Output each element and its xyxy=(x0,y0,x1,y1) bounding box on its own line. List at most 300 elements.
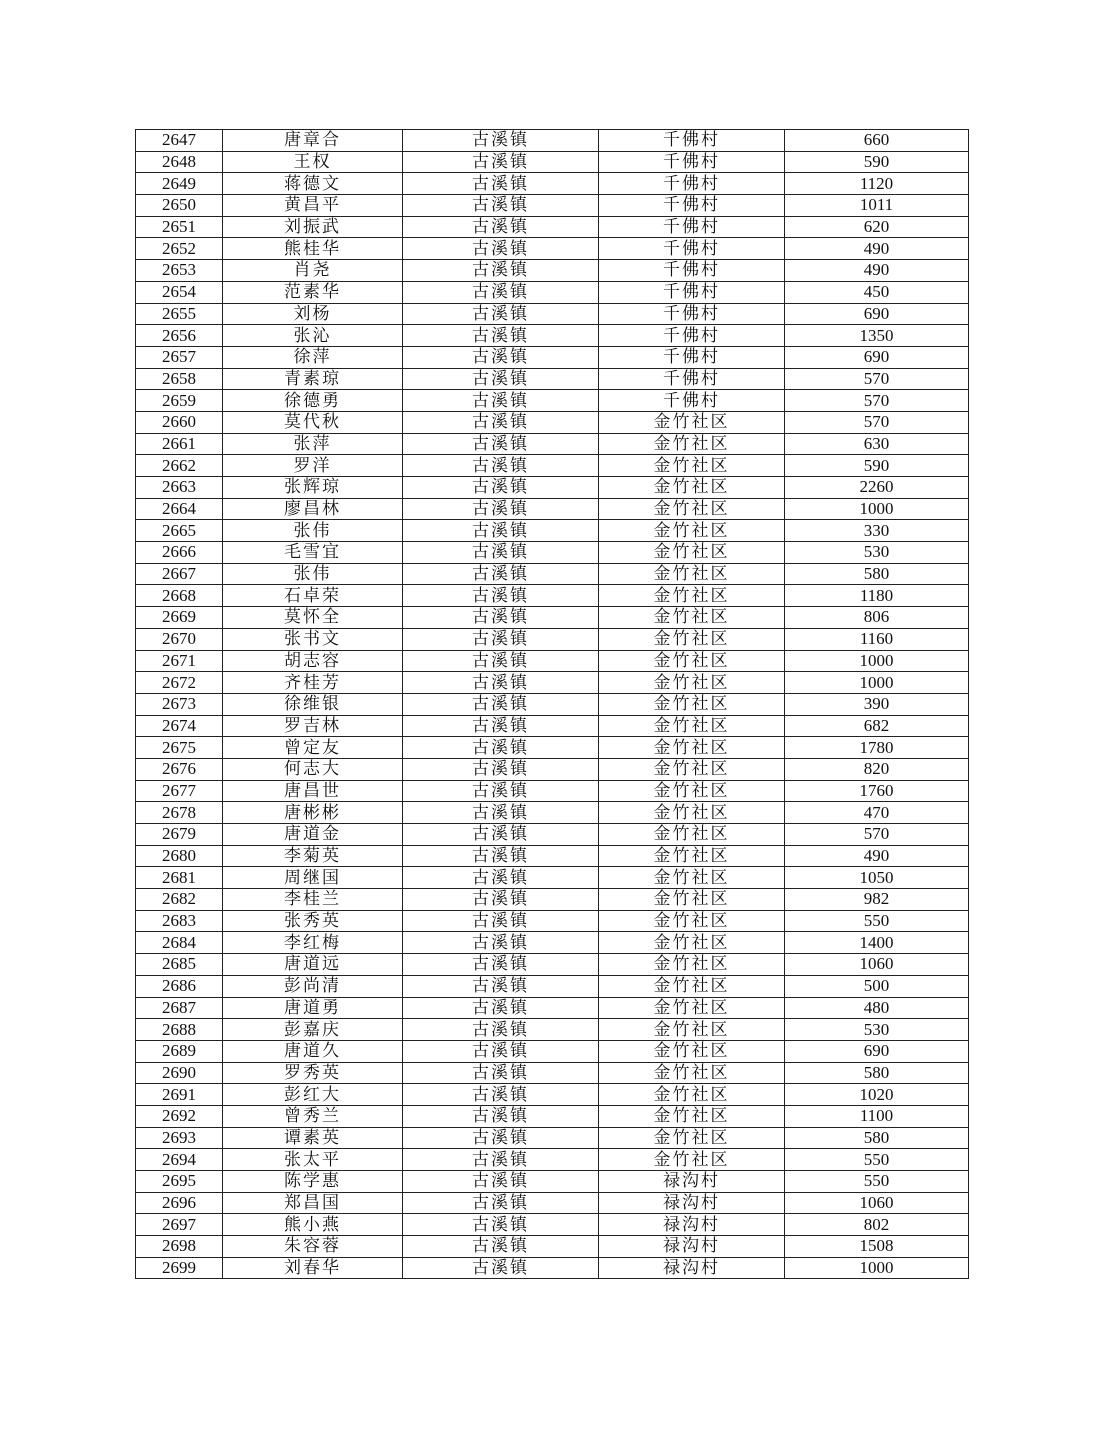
village-cell: 金竹社区 xyxy=(599,954,785,976)
town-cell: 古溪镇 xyxy=(403,1105,599,1127)
village-cell: 金竹社区 xyxy=(599,802,785,824)
row-number-cell: 2681 xyxy=(136,867,223,889)
village-cell: 千佛村 xyxy=(599,151,785,173)
town-cell: 古溪镇 xyxy=(403,628,599,650)
name-cell: 彭嘉庆 xyxy=(223,1019,403,1041)
amount-cell: 390 xyxy=(785,693,969,715)
town-cell: 古溪镇 xyxy=(403,368,599,390)
town-cell: 古溪镇 xyxy=(403,260,599,282)
village-cell: 金竹社区 xyxy=(599,477,785,499)
amount-cell: 330 xyxy=(785,520,969,542)
name-cell: 王权 xyxy=(223,151,403,173)
name-cell: 胡志容 xyxy=(223,650,403,672)
name-cell: 张萍 xyxy=(223,433,403,455)
amount-cell: 1120 xyxy=(785,173,969,195)
village-cell: 千佛村 xyxy=(599,303,785,325)
name-cell: 莫代秋 xyxy=(223,411,403,433)
name-cell: 刘杨 xyxy=(223,303,403,325)
town-cell: 古溪镇 xyxy=(403,1127,599,1149)
table-row xyxy=(136,303,969,325)
row-number-cell: 2650 xyxy=(136,195,223,217)
row-number-cell: 2649 xyxy=(136,173,223,195)
amount-cell: 480 xyxy=(785,997,969,1019)
village-cell: 金竹社区 xyxy=(599,715,785,737)
table-row xyxy=(136,758,969,780)
amount-cell: 620 xyxy=(785,216,969,238)
name-cell: 廖昌林 xyxy=(223,498,403,520)
town-cell: 古溪镇 xyxy=(403,1171,599,1193)
table-row xyxy=(136,1192,969,1214)
name-cell: 唐道远 xyxy=(223,954,403,976)
row-number-cell: 2661 xyxy=(136,433,223,455)
table-row xyxy=(136,498,969,520)
village-cell: 金竹社区 xyxy=(599,932,785,954)
row-number-cell: 2662 xyxy=(136,455,223,477)
town-cell: 古溪镇 xyxy=(403,433,599,455)
town-cell: 古溪镇 xyxy=(403,910,599,932)
name-cell: 齐桂芳 xyxy=(223,672,403,694)
row-number-cell: 2690 xyxy=(136,1062,223,1084)
name-cell: 唐昌世 xyxy=(223,780,403,802)
name-cell: 刘春华 xyxy=(223,1257,403,1279)
amount-cell: 550 xyxy=(785,1149,969,1171)
village-cell: 金竹社区 xyxy=(599,845,785,867)
row-number-cell: 2665 xyxy=(136,520,223,542)
table-row xyxy=(136,1105,969,1127)
table-row xyxy=(136,216,969,238)
table-row xyxy=(136,693,969,715)
village-cell: 千佛村 xyxy=(599,325,785,347)
amount-cell: 820 xyxy=(785,758,969,780)
table-row xyxy=(136,260,969,282)
table-row xyxy=(136,281,969,303)
table-row xyxy=(136,845,969,867)
village-cell: 千佛村 xyxy=(599,195,785,217)
name-cell: 罗秀英 xyxy=(223,1062,403,1084)
village-cell: 千佛村 xyxy=(599,390,785,412)
town-cell: 古溪镇 xyxy=(403,563,599,585)
amount-cell: 530 xyxy=(785,1019,969,1041)
town-cell: 古溪镇 xyxy=(403,130,599,152)
town-cell: 古溪镇 xyxy=(403,195,599,217)
name-cell: 张伟 xyxy=(223,520,403,542)
name-cell: 范素华 xyxy=(223,281,403,303)
village-cell: 禄沟村 xyxy=(599,1192,785,1214)
village-cell: 金竹社区 xyxy=(599,693,785,715)
village-cell: 禄沟村 xyxy=(599,1171,785,1193)
amount-cell: 550 xyxy=(785,910,969,932)
row-number-cell: 2656 xyxy=(136,325,223,347)
name-cell: 李红梅 xyxy=(223,932,403,954)
amount-cell: 1020 xyxy=(785,1084,969,1106)
village-cell: 金竹社区 xyxy=(599,1149,785,1171)
amount-cell: 570 xyxy=(785,824,969,846)
table-row xyxy=(136,433,969,455)
village-cell: 金竹社区 xyxy=(599,758,785,780)
row-number-cell: 2687 xyxy=(136,997,223,1019)
row-number-cell: 2647 xyxy=(136,130,223,152)
village-cell: 金竹社区 xyxy=(599,1127,785,1149)
table-row xyxy=(136,802,969,824)
amount-cell: 550 xyxy=(785,1171,969,1193)
amount-cell: 1000 xyxy=(785,1257,969,1279)
amount-cell: 580 xyxy=(785,1127,969,1149)
amount-cell: 1508 xyxy=(785,1236,969,1258)
table-row xyxy=(136,737,969,759)
table-row xyxy=(136,824,969,846)
village-cell: 金竹社区 xyxy=(599,672,785,694)
row-number-cell: 2677 xyxy=(136,780,223,802)
row-number-cell: 2669 xyxy=(136,607,223,629)
table-row xyxy=(136,650,969,672)
name-cell: 张沁 xyxy=(223,325,403,347)
town-cell: 古溪镇 xyxy=(403,758,599,780)
name-cell: 张书文 xyxy=(223,628,403,650)
town-cell: 古溪镇 xyxy=(403,455,599,477)
table-row xyxy=(136,1149,969,1171)
village-cell: 千佛村 xyxy=(599,130,785,152)
amount-cell: 580 xyxy=(785,1062,969,1084)
row-number-cell: 2682 xyxy=(136,889,223,911)
name-cell: 罗洋 xyxy=(223,455,403,477)
row-number-cell: 2671 xyxy=(136,650,223,672)
row-number-cell: 2685 xyxy=(136,954,223,976)
table-row xyxy=(136,975,969,997)
row-number-cell: 2675 xyxy=(136,737,223,759)
name-cell: 朱容蓉 xyxy=(223,1236,403,1258)
name-cell: 徐维银 xyxy=(223,693,403,715)
row-number-cell: 2653 xyxy=(136,260,223,282)
table-row xyxy=(136,411,969,433)
amount-cell: 590 xyxy=(785,455,969,477)
village-cell: 千佛村 xyxy=(599,346,785,368)
row-number-cell: 2688 xyxy=(136,1019,223,1041)
town-cell: 古溪镇 xyxy=(403,477,599,499)
name-cell: 张秀英 xyxy=(223,910,403,932)
amount-cell: 1011 xyxy=(785,195,969,217)
table-row xyxy=(136,997,969,1019)
name-cell: 谭素英 xyxy=(223,1127,403,1149)
row-number-cell: 2689 xyxy=(136,1040,223,1062)
table-row xyxy=(136,130,969,152)
row-number-cell: 2686 xyxy=(136,975,223,997)
town-cell: 古溪镇 xyxy=(403,520,599,542)
town-cell: 古溪镇 xyxy=(403,238,599,260)
town-cell: 古溪镇 xyxy=(403,780,599,802)
table-row xyxy=(136,1236,969,1258)
row-number-cell: 2697 xyxy=(136,1214,223,1236)
name-cell: 熊小燕 xyxy=(223,1214,403,1236)
town-cell: 古溪镇 xyxy=(403,1040,599,1062)
village-cell: 金竹社区 xyxy=(599,563,785,585)
row-number-cell: 2658 xyxy=(136,368,223,390)
row-number-cell: 2652 xyxy=(136,238,223,260)
amount-cell: 1100 xyxy=(785,1105,969,1127)
village-cell: 金竹社区 xyxy=(599,997,785,1019)
town-cell: 古溪镇 xyxy=(403,932,599,954)
village-cell: 千佛村 xyxy=(599,260,785,282)
town-cell: 古溪镇 xyxy=(403,325,599,347)
table-row xyxy=(136,1257,969,1279)
table-row xyxy=(136,1214,969,1236)
town-cell: 古溪镇 xyxy=(403,693,599,715)
town-cell: 古溪镇 xyxy=(403,1019,599,1041)
amount-cell: 802 xyxy=(785,1214,969,1236)
name-cell: 唐道金 xyxy=(223,824,403,846)
name-cell: 熊桂华 xyxy=(223,238,403,260)
village-cell: 金竹社区 xyxy=(599,1040,785,1062)
name-cell: 唐章合 xyxy=(223,130,403,152)
village-cell: 金竹社区 xyxy=(599,628,785,650)
amount-cell: 570 xyxy=(785,390,969,412)
name-cell: 郑昌国 xyxy=(223,1192,403,1214)
town-cell: 古溪镇 xyxy=(403,303,599,325)
row-number-cell: 2678 xyxy=(136,802,223,824)
row-number-cell: 2676 xyxy=(136,758,223,780)
table-row xyxy=(136,151,969,173)
row-number-cell: 2659 xyxy=(136,390,223,412)
village-cell: 金竹社区 xyxy=(599,910,785,932)
table-row xyxy=(136,195,969,217)
table-row xyxy=(136,1019,969,1041)
village-cell: 千佛村 xyxy=(599,173,785,195)
amount-cell: 1000 xyxy=(785,672,969,694)
table-row xyxy=(136,889,969,911)
town-cell: 古溪镇 xyxy=(403,1257,599,1279)
name-cell: 何志大 xyxy=(223,758,403,780)
row-number-cell: 2666 xyxy=(136,542,223,564)
town-cell: 古溪镇 xyxy=(403,1192,599,1214)
village-cell: 金竹社区 xyxy=(599,607,785,629)
amount-cell: 1000 xyxy=(785,650,969,672)
village-cell: 千佛村 xyxy=(599,281,785,303)
row-number-cell: 2657 xyxy=(136,346,223,368)
name-cell: 周继国 xyxy=(223,867,403,889)
row-number-cell: 2692 xyxy=(136,1105,223,1127)
row-number-cell: 2670 xyxy=(136,628,223,650)
amount-cell: 1400 xyxy=(785,932,969,954)
village-cell: 金竹社区 xyxy=(599,498,785,520)
village-cell: 金竹社区 xyxy=(599,1084,785,1106)
row-number-cell: 2663 xyxy=(136,477,223,499)
amount-cell: 500 xyxy=(785,975,969,997)
village-cell: 金竹社区 xyxy=(599,737,785,759)
table-row xyxy=(136,672,969,694)
amount-cell: 1760 xyxy=(785,780,969,802)
row-number-cell: 2691 xyxy=(136,1084,223,1106)
village-cell: 千佛村 xyxy=(599,216,785,238)
amount-cell: 490 xyxy=(785,845,969,867)
town-cell: 古溪镇 xyxy=(403,824,599,846)
name-cell: 刘振武 xyxy=(223,216,403,238)
village-cell: 禄沟村 xyxy=(599,1236,785,1258)
village-cell: 金竹社区 xyxy=(599,1105,785,1127)
name-cell: 石卓荣 xyxy=(223,585,403,607)
town-cell: 古溪镇 xyxy=(403,151,599,173)
amount-cell: 1180 xyxy=(785,585,969,607)
data-table xyxy=(135,129,969,1279)
table-row xyxy=(136,346,969,368)
amount-cell: 570 xyxy=(785,411,969,433)
amount-cell: 1050 xyxy=(785,867,969,889)
village-cell: 金竹社区 xyxy=(599,975,785,997)
name-cell: 张辉琼 xyxy=(223,477,403,499)
row-number-cell: 2674 xyxy=(136,715,223,737)
table-row xyxy=(136,238,969,260)
table-row xyxy=(136,607,969,629)
village-cell: 金竹社区 xyxy=(599,411,785,433)
row-number-cell: 2694 xyxy=(136,1149,223,1171)
village-cell: 金竹社区 xyxy=(599,520,785,542)
table-row xyxy=(136,715,969,737)
town-cell: 古溪镇 xyxy=(403,498,599,520)
row-number-cell: 2696 xyxy=(136,1192,223,1214)
amount-cell: 806 xyxy=(785,607,969,629)
town-cell: 古溪镇 xyxy=(403,1062,599,1084)
amount-cell: 660 xyxy=(785,130,969,152)
table-row xyxy=(136,477,969,499)
row-number-cell: 2699 xyxy=(136,1257,223,1279)
amount-cell: 1000 xyxy=(785,498,969,520)
table-row xyxy=(136,1062,969,1084)
name-cell: 毛雪宜 xyxy=(223,542,403,564)
table-row xyxy=(136,390,969,412)
amount-cell: 590 xyxy=(785,151,969,173)
amount-cell: 1060 xyxy=(785,954,969,976)
name-cell: 曾秀兰 xyxy=(223,1105,403,1127)
village-cell: 金竹社区 xyxy=(599,889,785,911)
village-cell: 金竹社区 xyxy=(599,433,785,455)
table-row xyxy=(136,585,969,607)
row-number-cell: 2660 xyxy=(136,411,223,433)
town-cell: 古溪镇 xyxy=(403,802,599,824)
row-number-cell: 2668 xyxy=(136,585,223,607)
town-cell: 古溪镇 xyxy=(403,1214,599,1236)
village-cell: 金竹社区 xyxy=(599,1062,785,1084)
town-cell: 古溪镇 xyxy=(403,867,599,889)
row-number-cell: 2684 xyxy=(136,932,223,954)
table-row xyxy=(136,1127,969,1149)
town-cell: 古溪镇 xyxy=(403,715,599,737)
table-row xyxy=(136,1040,969,1062)
table-row xyxy=(136,455,969,477)
row-number-cell: 2695 xyxy=(136,1171,223,1193)
village-cell: 禄沟村 xyxy=(599,1257,785,1279)
amount-cell: 1160 xyxy=(785,628,969,650)
row-number-cell: 2654 xyxy=(136,281,223,303)
village-cell: 金竹社区 xyxy=(599,824,785,846)
amount-cell: 2260 xyxy=(785,477,969,499)
town-cell: 古溪镇 xyxy=(403,411,599,433)
town-cell: 古溪镇 xyxy=(403,954,599,976)
amount-cell: 570 xyxy=(785,368,969,390)
town-cell: 古溪镇 xyxy=(403,542,599,564)
amount-cell: 630 xyxy=(785,433,969,455)
table-row xyxy=(136,542,969,564)
town-cell: 古溪镇 xyxy=(403,1236,599,1258)
table-row xyxy=(136,910,969,932)
name-cell: 徐德勇 xyxy=(223,390,403,412)
village-cell: 金竹社区 xyxy=(599,780,785,802)
town-cell: 古溪镇 xyxy=(403,173,599,195)
amount-cell: 580 xyxy=(785,563,969,585)
town-cell: 古溪镇 xyxy=(403,281,599,303)
row-number-cell: 2664 xyxy=(136,498,223,520)
table-row xyxy=(136,1171,969,1193)
name-cell: 蒋德文 xyxy=(223,173,403,195)
town-cell: 古溪镇 xyxy=(403,585,599,607)
name-cell: 莫怀全 xyxy=(223,607,403,629)
name-cell: 彭红大 xyxy=(223,1084,403,1106)
name-cell: 张太平 xyxy=(223,1149,403,1171)
amount-cell: 682 xyxy=(785,715,969,737)
name-cell: 唐道勇 xyxy=(223,997,403,1019)
amount-cell: 1060 xyxy=(785,1192,969,1214)
row-number-cell: 2680 xyxy=(136,845,223,867)
table-row xyxy=(136,563,969,585)
table-row xyxy=(136,867,969,889)
town-cell: 古溪镇 xyxy=(403,1149,599,1171)
village-cell: 千佛村 xyxy=(599,238,785,260)
name-cell: 李桂兰 xyxy=(223,889,403,911)
table-row xyxy=(136,780,969,802)
town-cell: 古溪镇 xyxy=(403,889,599,911)
row-number-cell: 2683 xyxy=(136,910,223,932)
village-cell: 千佛村 xyxy=(599,368,785,390)
town-cell: 古溪镇 xyxy=(403,1084,599,1106)
table-body xyxy=(136,130,969,1279)
name-cell: 张伟 xyxy=(223,563,403,585)
town-cell: 古溪镇 xyxy=(403,737,599,759)
amount-cell: 690 xyxy=(785,346,969,368)
row-number-cell: 2672 xyxy=(136,672,223,694)
name-cell: 肖尧 xyxy=(223,260,403,282)
amount-cell: 470 xyxy=(785,802,969,824)
village-cell: 金竹社区 xyxy=(599,542,785,564)
amount-cell: 490 xyxy=(785,260,969,282)
amount-cell: 982 xyxy=(785,889,969,911)
row-number-cell: 2693 xyxy=(136,1127,223,1149)
village-cell: 金竹社区 xyxy=(599,650,785,672)
village-cell: 金竹社区 xyxy=(599,1019,785,1041)
amount-cell: 530 xyxy=(785,542,969,564)
amount-cell: 1780 xyxy=(785,737,969,759)
table-row xyxy=(136,628,969,650)
table-row xyxy=(136,325,969,347)
name-cell: 徐萍 xyxy=(223,346,403,368)
town-cell: 古溪镇 xyxy=(403,845,599,867)
table-row xyxy=(136,520,969,542)
name-cell: 李菊英 xyxy=(223,845,403,867)
amount-cell: 490 xyxy=(785,238,969,260)
row-number-cell: 2667 xyxy=(136,563,223,585)
name-cell: 唐彬彬 xyxy=(223,802,403,824)
row-number-cell: 2673 xyxy=(136,693,223,715)
town-cell: 古溪镇 xyxy=(403,216,599,238)
amount-cell: 1350 xyxy=(785,325,969,347)
town-cell: 古溪镇 xyxy=(403,975,599,997)
name-cell: 陈学惠 xyxy=(223,1171,403,1193)
name-cell: 唐道久 xyxy=(223,1040,403,1062)
row-number-cell: 2679 xyxy=(136,824,223,846)
table-row xyxy=(136,954,969,976)
amount-cell: 450 xyxy=(785,281,969,303)
town-cell: 古溪镇 xyxy=(403,672,599,694)
village-cell: 金竹社区 xyxy=(599,585,785,607)
name-cell: 罗吉林 xyxy=(223,715,403,737)
row-number-cell: 2648 xyxy=(136,151,223,173)
table-row xyxy=(136,173,969,195)
